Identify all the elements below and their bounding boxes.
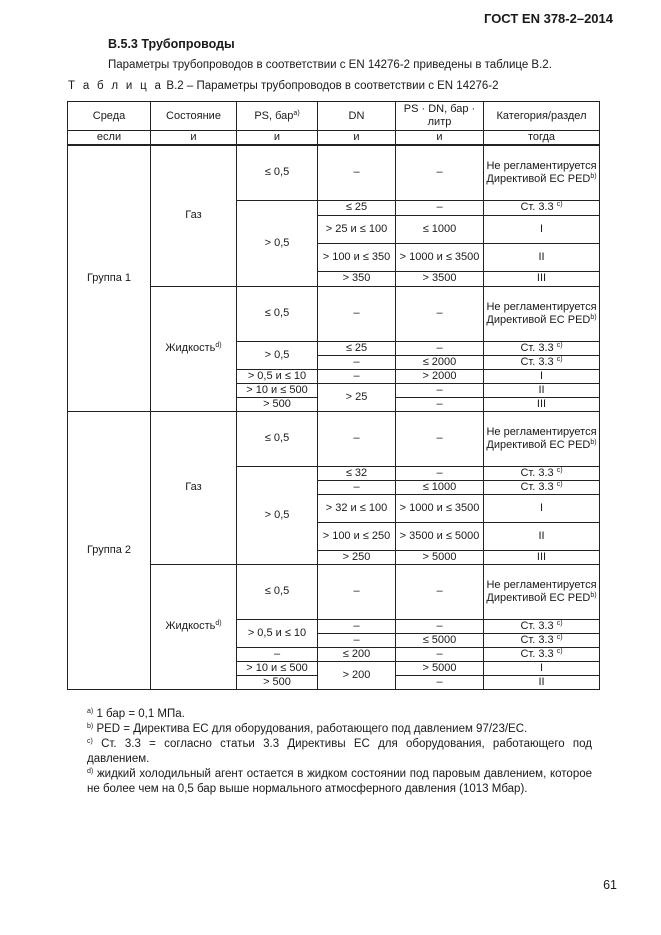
dn-cell: ≤ 200 [318,647,396,661]
header-medium: Среда [68,102,151,131]
dn-cell: > 25 [318,383,396,411]
dn-cell: > 250 [318,550,396,564]
ps-cell: ≤ 0,5 [237,564,318,619]
dn-cell: – [318,564,396,619]
category-cell: II [484,383,600,397]
dn-cell: ≤ 32 [318,466,396,480]
psdn-cell: > 3500 и ≤ 5000 [396,522,484,550]
category-cell: I [484,369,600,383]
section-title: В.5.3 Трубопроводы [108,37,235,51]
table-caption-text: В.2 – Параметры трубопроводов в соответствии с EN 14276-2 [166,80,499,92]
category-cell: Не регламентируется Директивой ЕС PED$^{b)}$ [484,411,600,466]
category-cell: Ст. 3.3 $^{c)}$ [484,647,600,661]
dn-cell: – [318,411,396,466]
category-cell: Ст. 3.3 $^{c)}$ [484,355,600,369]
state-liquid: Жидкость$^{d)}$ [151,564,237,689]
header-category: Категория/раздел [484,102,600,131]
logic-cell: и [318,131,396,146]
psdn-cell: > 2000 [396,369,484,383]
ps-cell: > 10 и ≤ 500 [237,383,318,397]
dn-cell: – [318,355,396,369]
logic-cell: тогда [484,131,600,146]
category-cell: Не регламентируется Директивой ЕС PED$^{b)}$ [484,564,600,619]
table-caption [68,80,499,92]
logic-cell: и [151,131,237,146]
psdn-cell: > 3500 [396,271,484,286]
dn-cell: – [318,480,396,494]
psdn-cell: – [396,647,484,661]
category-cell: I [484,494,600,522]
header-ps-dn: PS · DN, бар · литр [396,102,484,131]
category-cell: II [484,522,600,550]
category-cell: III [484,271,600,286]
psdn-cell: – [396,397,484,411]
header-state: Состояние [151,102,237,131]
psdn-cell: ≤ 5000 [396,633,484,647]
ps-cell: ≤ 0,5 [237,411,318,466]
ps-cell: ≤ 0,5 [237,286,318,341]
psdn-cell: ≤ 2000 [396,355,484,369]
footnote-c: $^{c)}$ Ст. 3.3 = согласно статьи 3.3 Директивы ЕС для оборудования, работающего под давлением. [87,738,592,765]
standard-code: ГОСТ EN 378-2–2014 [484,11,613,26]
dn-cell: – [318,619,396,633]
psdn-cell: ≤ 1000 [396,480,484,494]
psdn-cell: – [396,675,484,689]
pipeline-parameters-table [67,101,600,690]
category-cell: II [484,675,600,689]
ps-cell: > 0,5 и ≤ 10 [237,369,318,383]
psdn-cell: > 5000 [396,550,484,564]
dn-cell: > 100 и ≤ 250 [318,522,396,550]
dn-cell: ≤ 25 [318,200,396,215]
psdn-cell: > 1000 и ≤ 3500 [396,243,484,271]
ps-cell: > 0,5 [237,466,318,564]
footnote-a: $^{a)}$ 1 бар = 0,1 МПа. [87,708,185,720]
state-gas: Газ [151,145,237,286]
group-2-cell: Группа 2 [68,411,151,689]
table-row [68,411,600,466]
ps-cell: > 0,5 и ≤ 10 [237,619,318,647]
ps-cell: > 500 [237,397,318,411]
logic-cell: и [237,131,318,146]
table-logic-row [68,131,600,146]
category-cell: III [484,397,600,411]
psdn-cell: – [396,564,484,619]
dn-cell: > 200 [318,661,396,689]
category-cell: I [484,215,600,243]
table-header-row [68,102,600,131]
dn-cell: – [318,633,396,647]
psdn-cell: – [396,383,484,397]
dn-cell: > 100 и ≤ 350 [318,243,396,271]
ps-cell: > 0,5 [237,341,318,369]
psdn-cell: – [396,286,484,341]
intro-paragraph: Параметры трубопроводов в соответствии с EN 14276-2 приведены в таблице В.2. [108,59,552,71]
ps-cell: > 0,5 [237,200,318,286]
dn-cell: > 32 и ≤ 100 [318,494,396,522]
footnotes [67,707,592,797]
category-cell: Ст. 3.3 $^{c)}$ [484,341,600,355]
footnote-d: $^{d)}$ жидкий холодильный агент остается в жидком состоянии под паровым давлением, которое не более чем на 0,5 бар выше нормального атмосферного давления (1013 Мбар). [87,768,593,795]
category-cell: Ст. 3.3 $^{c)}$ [484,619,600,633]
category-cell: II [484,243,600,271]
dn-cell: – [318,369,396,383]
header-dn: DN [318,102,396,131]
category-cell: III [484,550,600,564]
header-ps: PS, бар$^{a)}$ [237,102,318,131]
dn-cell: – [318,145,396,200]
category-cell: Не регламентируется Директивой ЕС PED$^{b)}$ [484,145,600,200]
psdn-cell: – [396,619,484,633]
psdn-cell: – [396,200,484,215]
dn-cell: > 350 [318,271,396,286]
group-1-cell: Группа 1 [68,145,151,411]
psdn-cell: ≤ 1000 [396,215,484,243]
ps-cell: > 10 и ≤ 500 [237,661,318,675]
ps-cell: – [237,647,318,661]
psdn-cell: – [396,466,484,480]
ps-cell: > 500 [237,675,318,689]
category-cell: Ст. 3.3 $^{c)}$ [484,200,600,215]
table-caption-prefix: Т а б л и ц а [68,80,164,92]
psdn-cell: – [396,145,484,200]
dn-cell: > 25 и ≤ 100 [318,215,396,243]
category-cell: Ст. 3.3 $^{c)}$ [484,480,600,494]
ps-cell: ≤ 0,5 [237,145,318,200]
psdn-cell: > 5000 [396,661,484,675]
logic-cell: и [396,131,484,146]
state-gas: Газ [151,411,237,564]
category-cell: Ст. 3.3 $^{c)}$ [484,466,600,480]
category-cell: I [484,661,600,675]
psdn-cell: – [396,341,484,355]
dn-cell: – [318,286,396,341]
category-cell: Не регламентируется Директивой ЕС PED$^{b)}$ [484,286,600,341]
state-liquid: Жидкость$^{d)}$ [151,286,237,411]
category-cell: Ст. 3.3 $^{c)}$ [484,633,600,647]
logic-cell: если [68,131,151,146]
dn-cell: ≤ 25 [318,341,396,355]
page-number: 61 [603,878,617,892]
psdn-cell: – [396,411,484,466]
table-row [68,145,600,200]
psdn-cell: > 1000 и ≤ 3500 [396,494,484,522]
footnote-b: $^{b)}$ PED = Директива ЕС для оборудования, работающего под давлением 97/23/ЕС. [87,723,528,735]
